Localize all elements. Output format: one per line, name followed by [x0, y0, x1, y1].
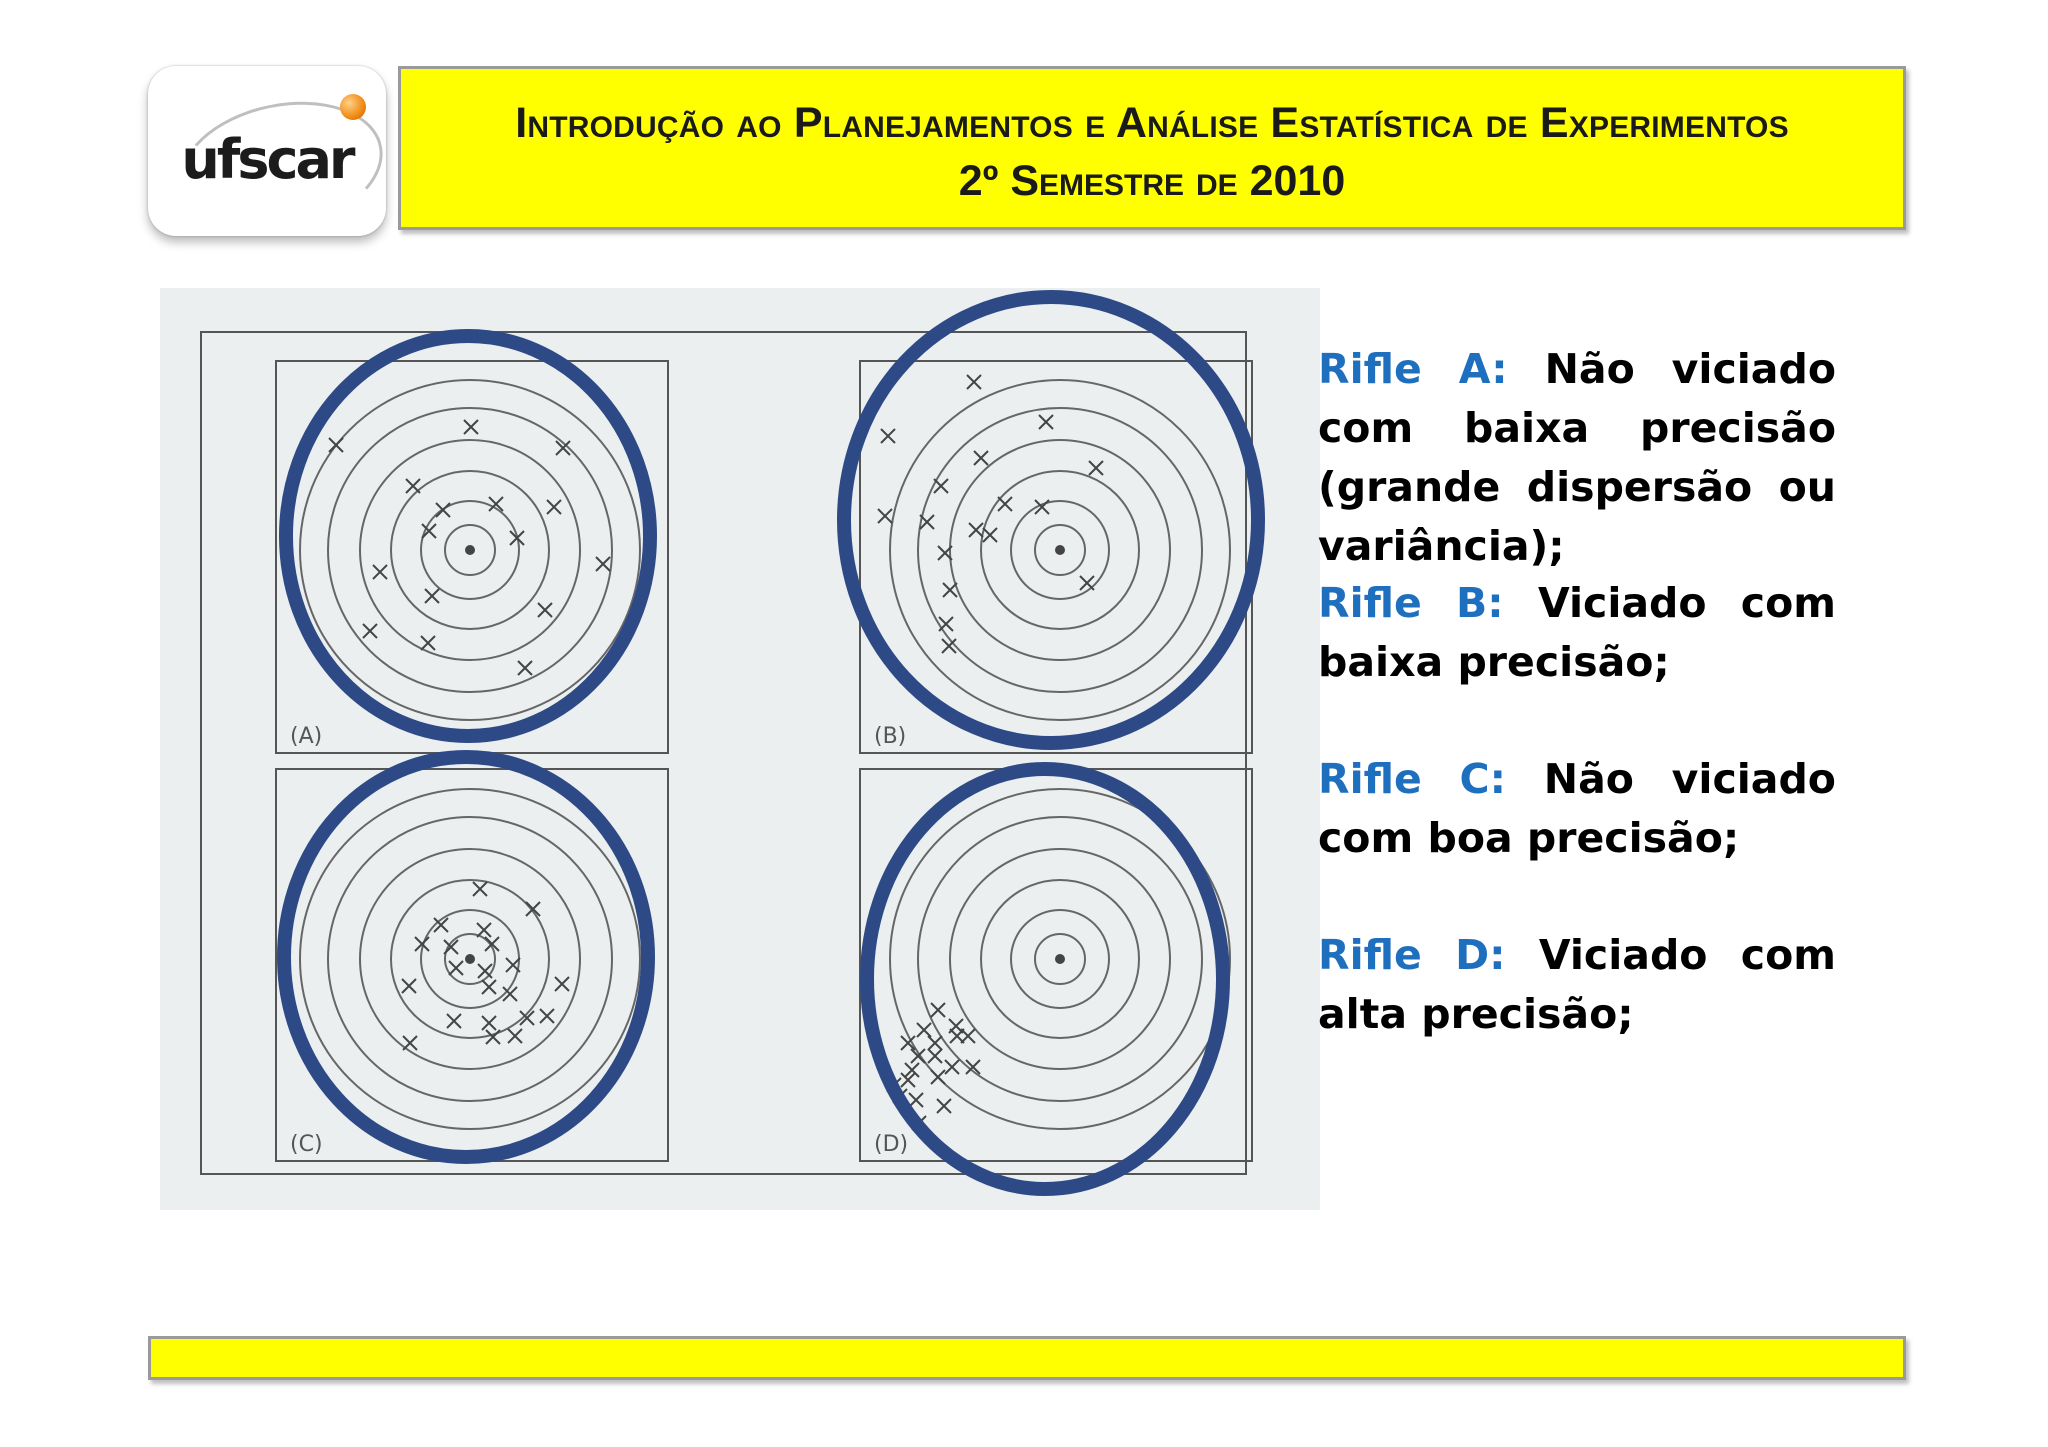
shot-mark-a-14 — [421, 636, 435, 650]
header-bar — [398, 66, 1906, 230]
bullseye-dot-b — [1055, 545, 1065, 555]
rifle-c-text: Não viciado com boa precisão; — [1318, 755, 1836, 862]
shot-mark-d-4 — [961, 1029, 975, 1043]
shot-mark-d-2 — [917, 1023, 931, 1037]
shot-mark-b-15 — [939, 617, 953, 631]
shot-mark-b-4 — [934, 479, 948, 493]
shot-mark-b-14 — [1080, 576, 1094, 590]
shot-mark-b-2 — [1039, 415, 1053, 429]
shot-mark-d-8 — [928, 1049, 942, 1063]
rifle-d-description — [1318, 926, 1836, 1044]
rifle-b-text: Viciado com baixa precisão; — [1318, 579, 1836, 686]
shot-mark-b-11 — [983, 528, 997, 542]
shot-mark-c-17 — [540, 1009, 554, 1023]
shot-mark-a-12 — [538, 603, 552, 617]
page-title: Introdução ao Planejamentos e Análise Estatística de Experimentos — [515, 99, 1789, 147]
shot-mark-d-6 — [928, 1036, 942, 1050]
target-figure-scan — [160, 288, 1320, 1210]
shot-mark-b-6 — [878, 509, 892, 523]
shot-mark-d-15 — [909, 1093, 923, 1107]
shot-mark-c-11 — [482, 980, 496, 994]
footer-bar — [148, 1336, 1906, 1380]
shot-mark-d-16 — [937, 1099, 951, 1113]
shot-mark-b-10 — [969, 523, 983, 537]
rifle-d-label: Rifle D: — [1318, 931, 1506, 979]
rifle-c-description — [1318, 750, 1836, 868]
shot-mark-a-4 — [436, 503, 450, 517]
logo-orange-dot — [340, 94, 366, 120]
rifle-c-label: Rifle C: — [1318, 755, 1507, 803]
shot-mark-d-12 — [931, 1070, 945, 1084]
rifle-a-text: Não viciado com baixa precisão (grande dispersão ou variância); — [1318, 345, 1836, 570]
shot-mark-c-15 — [447, 1014, 461, 1028]
shot-mark-a-13 — [363, 624, 377, 638]
shot-mark-a-9 — [373, 565, 387, 579]
panel-caption-a: (A) — [290, 724, 323, 749]
page-subtitle: 2º Semestre de 2010 — [958, 157, 1346, 205]
shot-mark-b-16 — [942, 639, 956, 653]
bullseye-dot-a — [465, 545, 475, 555]
shot-mark-b-5 — [1089, 461, 1103, 475]
rifle-d-text: Viciado com alta precisão; — [1318, 931, 1836, 1038]
shot-mark-a-3 — [406, 479, 420, 493]
shot-mark-b-8 — [998, 497, 1012, 511]
shot-mark-c-19 — [486, 1030, 500, 1044]
shot-mark-c-10 — [402, 979, 416, 993]
rifle-a-label: Rifle A: — [1318, 345, 1508, 393]
shot-mark-b-1 — [881, 429, 895, 443]
shot-mark-b-0 — [967, 375, 981, 389]
highlight-ellipse-b — [844, 297, 1258, 743]
shot-mark-c-3 — [477, 923, 491, 937]
shot-mark-a-11 — [425, 589, 439, 603]
logo-text: ufscar — [181, 128, 353, 191]
rifle-b-description — [1318, 574, 1836, 692]
shot-mark-c-8 — [478, 964, 492, 978]
panel-caption-d: (D) — [874, 1132, 909, 1157]
panel-caption-c: (C) — [290, 1132, 323, 1157]
highlight-ellipse-a — [286, 336, 650, 736]
shot-mark-b-7 — [920, 515, 934, 529]
shot-mark-b-3 — [974, 451, 988, 465]
target-figure — [160, 288, 1320, 1210]
shot-mark-a-15 — [518, 661, 532, 675]
shot-mark-c-0 — [473, 882, 487, 896]
shot-mark-c-13 — [555, 977, 569, 991]
shot-mark-d-10 — [945, 1060, 959, 1074]
shot-mark-c-20 — [508, 1029, 522, 1043]
shot-mark-c-1 — [526, 902, 540, 916]
shot-mark-c-16 — [482, 1016, 496, 1030]
panel-caption-b: (B) — [874, 724, 907, 749]
shot-mark-a-10 — [596, 557, 610, 571]
shot-mark-a-1 — [464, 420, 478, 434]
shot-mark-a-0 — [329, 438, 343, 452]
rifle-b-label: Rifle B: — [1318, 579, 1504, 627]
bullseye-dot-c — [465, 954, 475, 964]
shot-mark-c-7 — [449, 961, 463, 975]
shot-mark-c-18 — [403, 1036, 417, 1050]
bullseye-dot-d — [1055, 954, 1065, 964]
rifle-a-description — [1318, 340, 1836, 576]
shot-mark-a-6 — [547, 500, 561, 514]
shot-mark-b-13 — [943, 583, 957, 597]
ufscar-logo — [148, 66, 386, 236]
shot-mark-d-0 — [931, 1003, 945, 1017]
